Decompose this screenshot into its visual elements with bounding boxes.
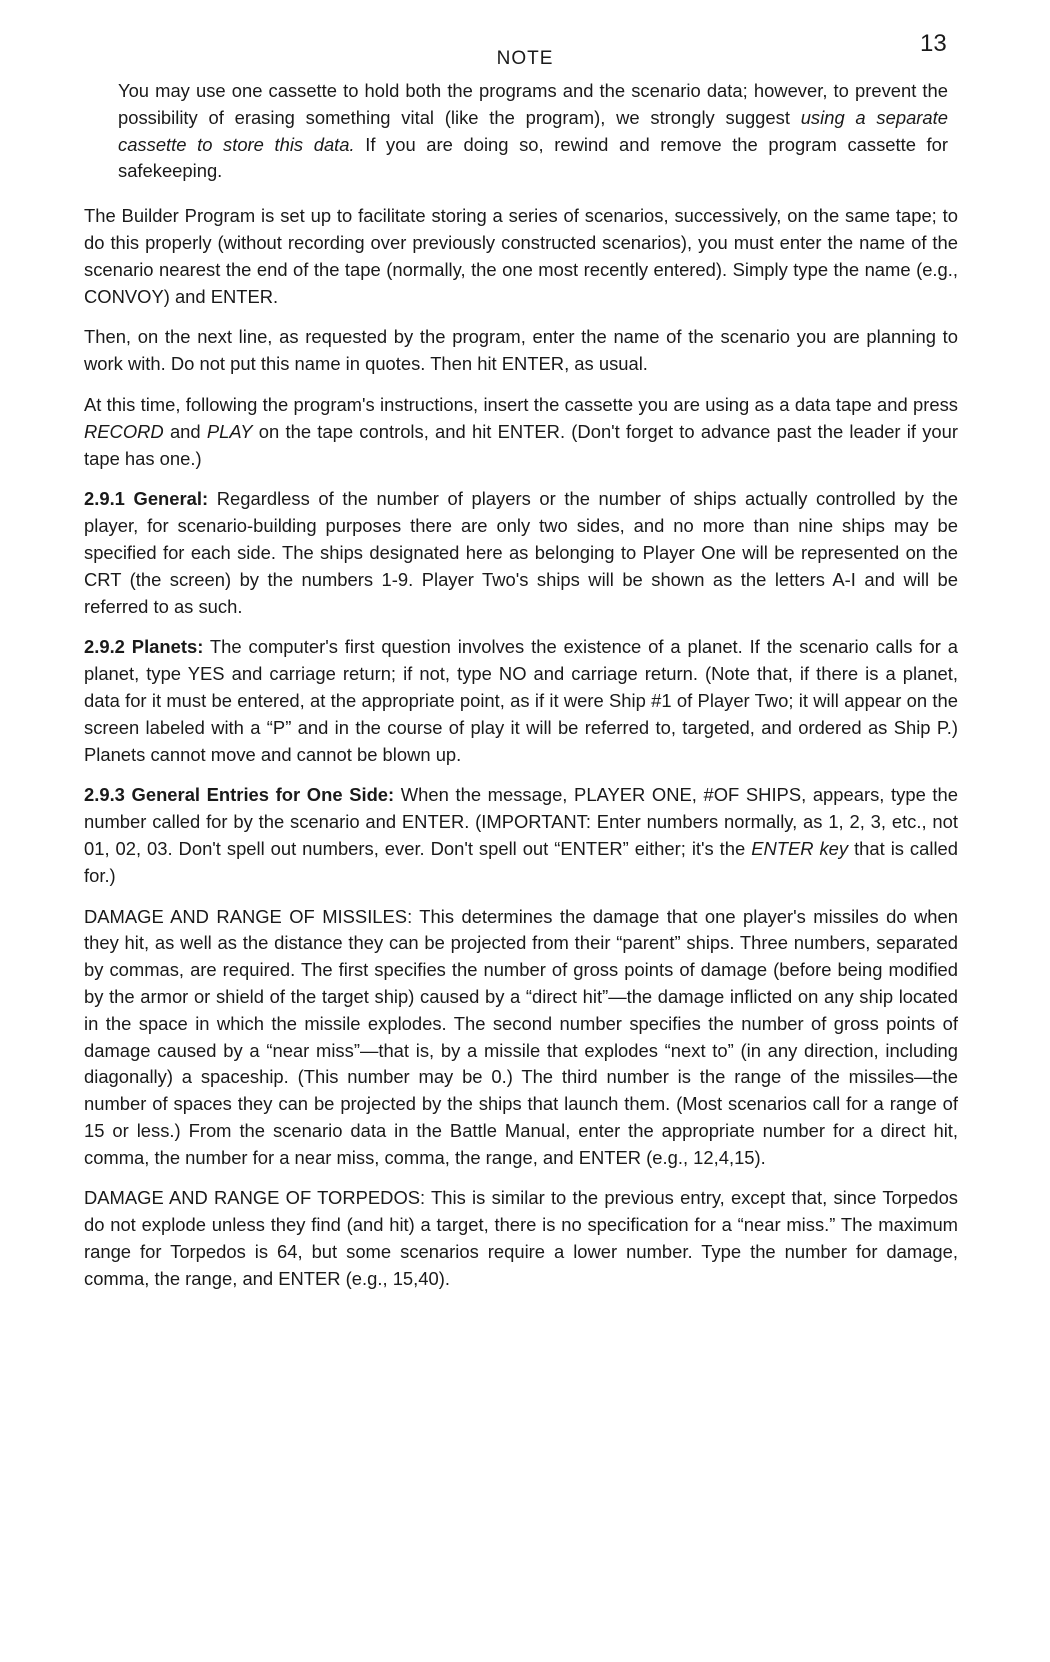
- data-tape-text-3: on the tape controls, and hit ENTER. (Don't forget to advance past the leader if your tape has one.): [84, 420, 959, 469]
- record-key: RECORD: [84, 420, 164, 442]
- note-emphasis: using a separate cassette to store this data.: [118, 106, 949, 155]
- page-body: [84, 78, 958, 1307]
- data-tape-paragraph: [84, 392, 958, 472]
- page-number: 13: [920, 30, 947, 57]
- section-2-9-2-heading: 2.9.2 Planets:: [84, 636, 204, 658]
- section-2-9-3-text: When the message, PLAYER ONE, #OF SHIPS, appears, type the number called for by the scenario and ENTER. (IMPORTANT: Enter numbers normally, as 1, 2, 3, etc., not 01, 02, 03. Don't spell out numbers, ever. Don't spell out “ENTER” either; it's the: [84, 784, 958, 859]
- enter-key-emphasis: ENTER key: [751, 837, 849, 859]
- section-2-9-3: [84, 782, 958, 889]
- section-2-9-3-heading: 2.9.3 General Entries for One Side:: [84, 784, 395, 806]
- section-2-9-2: [84, 634, 958, 768]
- section-2-9-1-heading: 2.9.1 General:: [84, 488, 209, 510]
- data-tape-text-1: At this time, following the program's instructions, insert the cassette you are using as a data tape and press: [84, 393, 958, 415]
- play-key: PLAY: [206, 420, 253, 442]
- missiles-paragraph: DAMAGE AND RANGE OF MISSILES: This determines the damage that one player's missiles do when they hit, as well as the distance they can be projected from their “parent” ships. Three numbers, separated by commas, are required. The first specifies the number of gross points of damage (before being modified by the armor or shield of the target ship) caused by a “direct hit”—the damage inflicted on any ship located in the space in which the missile explodes. The second number specifies the number of gross points of damage caused by a “near miss”—that is, by a missile that explodes “next to” (in any direction, including diagonally) a spaceship. (This number may be 0.) The third number is the range of the missiles—the number of spaces they can be projected by the ships that launch them. (Most scenarios call for a range of 15 or less.) From the scenario data in the Battle Manual, enter the appropriate number for a direct hit, comma, the number for a near miss, comma, the range, and ENTER (e.g., 12,4,15).: [84, 905, 958, 1168]
- section-2-9-2-text: The computer's first question involves the existence of a planet. If the scenario calls for a planet, type YES and carriage return; if not, type NO and carriage return. (Note that, if there is a planet, data for it must be entered, at the appropriate point, as if it were Ship #1 of Player Two; it will appear on the screen labeled with a “P” and in the course of play it will be referred to, targeted, and ordered as Ship P.) Planets cannot move and cannot be blown up.: [84, 636, 958, 765]
- next-line-paragraph: Then, on the next line, as requested by the program, enter the name of the scenario you are planning to work with. Do not put this name in quotes. Then hit ENTER, as usual.: [84, 326, 958, 375]
- note-text-before: You may use one cassette to hold both the programs and the scenario data; however, to prevent the possibility of erasing something vital (like the program), we strongly suggest: [118, 80, 948, 128]
- note-text-after: If you are doing so, rewind and remove the program cassette for safekeeping.: [118, 133, 948, 182]
- section-2-9-1: [84, 486, 958, 620]
- note-paragraph: [118, 78, 948, 185]
- torpedos-paragraph: DAMAGE AND RANGE OF TORPEDOS: This is similar to the previous entry, except that, since Torpedos do not explode unless they find (and hit) a target, there is no specification for a “near miss.” The maximum range for Torpedos is 64, but some scenarios require a lower number. Type the number for damage, comma, the range, and ENTER (e.g., 15,40).: [84, 1187, 958, 1289]
- section-2-9-3-text-after: that is called for.): [84, 837, 958, 886]
- builder-paragraph: The Builder Program is set up to facilitate storing a series of scenarios, successively, on the same tape; to do this properly (without recording over previously constructed scenarios), you must enter the name of the scenario nearest the end of the tape (normally, the one most recently entered). Simply type the name (e.g., CONVOY) and ENTER.: [84, 205, 958, 307]
- data-tape-text-2: and: [163, 420, 207, 442]
- section-2-9-1-text: Regardless of the number of players or the number of ships actually controlled by the player, for scenario-building purposes there are only two sides, and no more than nine ships may be specified for each side. The ships designated here as belonging to Player One will be represented on the CRT (the screen) by the numbers 1-9. Player Two's ships will be shown as the letters A-I and will be referred to as such.: [84, 488, 958, 617]
- note-heading: NOTE: [496, 48, 554, 69]
